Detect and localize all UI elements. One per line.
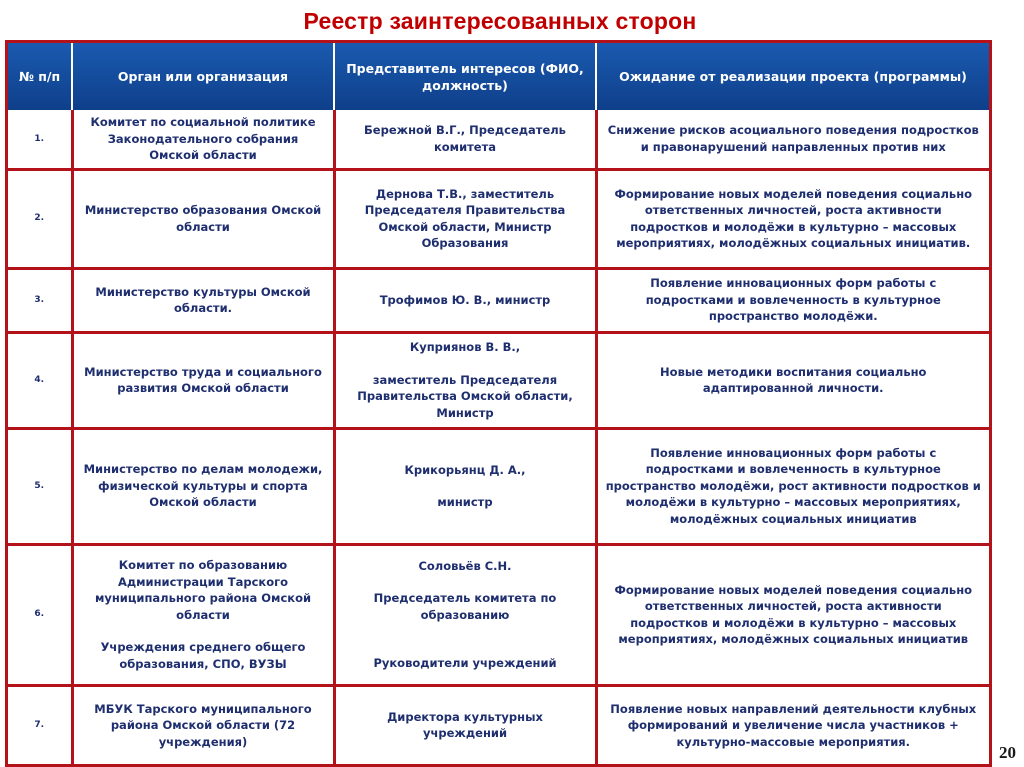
representative-secondary: Руководители учреждений: [373, 656, 557, 670]
header-expectation: Ожидание от реализации проекта (программы): [596, 43, 989, 110]
page-number: 20: [999, 743, 1016, 762]
representative-position: Председатель комитета по образованию: [373, 591, 557, 622]
organization-name: Комитет по образованию Администрации Тарского муниципального района Омской области: [94, 558, 312, 622]
organization-name-secondary: Учреждения среднего общего образования, СПО, ВУЗЫ: [100, 640, 306, 671]
representative-name: Куприянов В. В.,: [409, 340, 521, 354]
expectation-cell: Появление инновационных форм работы с подростками и вовлеченность в культурное пространство молодёжи.: [596, 268, 989, 332]
header-organization: Орган или организация: [72, 43, 334, 110]
representative-cell: [334, 332, 596, 428]
row-number: 2.: [8, 169, 72, 268]
table-row: [8, 428, 989, 544]
header-number: № п/п: [8, 43, 72, 110]
representative-cell: [334, 544, 596, 685]
row-number: 4.: [8, 332, 72, 428]
organization-cell: Министерство по делам молодежи, физической культуры и спорта Омской области: [72, 428, 334, 544]
expectation-cell: Формирование новых моделей поведения социально ответственных личностей, роста активности подростков и молодёжи в культурно – массовых мероприятиях, молодёжных социальных инициатив: [596, 544, 989, 685]
row-number: 7.: [8, 685, 72, 764]
representative-name: Соловьёв С.Н.: [418, 558, 512, 573]
representative-cell: Директора культурных учреждений: [334, 685, 596, 764]
organization-cell: Министерство труда и социального развития Омской области: [72, 332, 334, 428]
table-row: [8, 268, 989, 332]
expectation-cell: Новые методики воспитания социально адаптированной личности.: [596, 332, 989, 428]
row-number: 1.: [8, 110, 72, 169]
expectation-cell: Появление инновационных форм работы с подростками и вовлеченность в культурное пространство молодёжи, рост активности подростков и молодёжи в культурно – массовых мероприятиях, молодёжных социальных инициатив: [596, 428, 989, 544]
table-row: [8, 685, 989, 764]
row-number: 6.: [8, 544, 72, 685]
expectation-cell: Снижение рисков асоциального поведения подростков и правонарушений направленных против них: [596, 110, 989, 169]
representative-cell: Дернова Т.В., заместитель Председателя Правительства Омской области, Министр Образования: [334, 169, 596, 268]
organization-cell: Комитет по социальной политике Законодательного собрания Омской области: [72, 110, 334, 169]
table-header-row: [8, 43, 989, 110]
representative-position: министр: [437, 495, 493, 509]
representative-position: заместитель Председателя Правительства Омской области, Министр: [357, 372, 573, 420]
header-representative: Представитель интересов (ФИО, должность): [334, 43, 596, 110]
organization-cell: МБУК Тарского муниципального района Омской области (72 учреждения): [72, 685, 334, 764]
expectation-cell: Появление новых направлений деятельности клубных формирований и увеличение числа участников + культурно-массовые мероприятия.: [596, 685, 989, 764]
organization-cell: [72, 544, 334, 685]
organization-cell: Министерство культуры Омской области.: [72, 268, 334, 332]
expectation-cell: Формирование новых моделей поведения социально ответственных личностей, роста активности подростков и молодёжи в культурно – массовых мероприятиях, молодёжных социальных инициатив.: [596, 169, 989, 268]
table-row: [8, 110, 989, 169]
table-row: [8, 332, 989, 428]
row-number: 3.: [8, 268, 72, 332]
representative-cell: [334, 428, 596, 544]
table-row: [8, 169, 989, 268]
representative-cell: Трофимов Ю. В., министр: [334, 268, 596, 332]
representative-cell: Бережной В.Г., Председатель комитета: [334, 110, 596, 169]
row-number: 5.: [8, 428, 72, 544]
table-row: [8, 544, 989, 685]
page-title: Реестр заинтересованных сторон: [303, 8, 697, 34]
representative-name: Крикорьянц Д. А.,: [404, 462, 526, 477]
organization-cell: Министерство образования Омской области: [72, 169, 334, 268]
stakeholder-table: [5, 40, 992, 767]
